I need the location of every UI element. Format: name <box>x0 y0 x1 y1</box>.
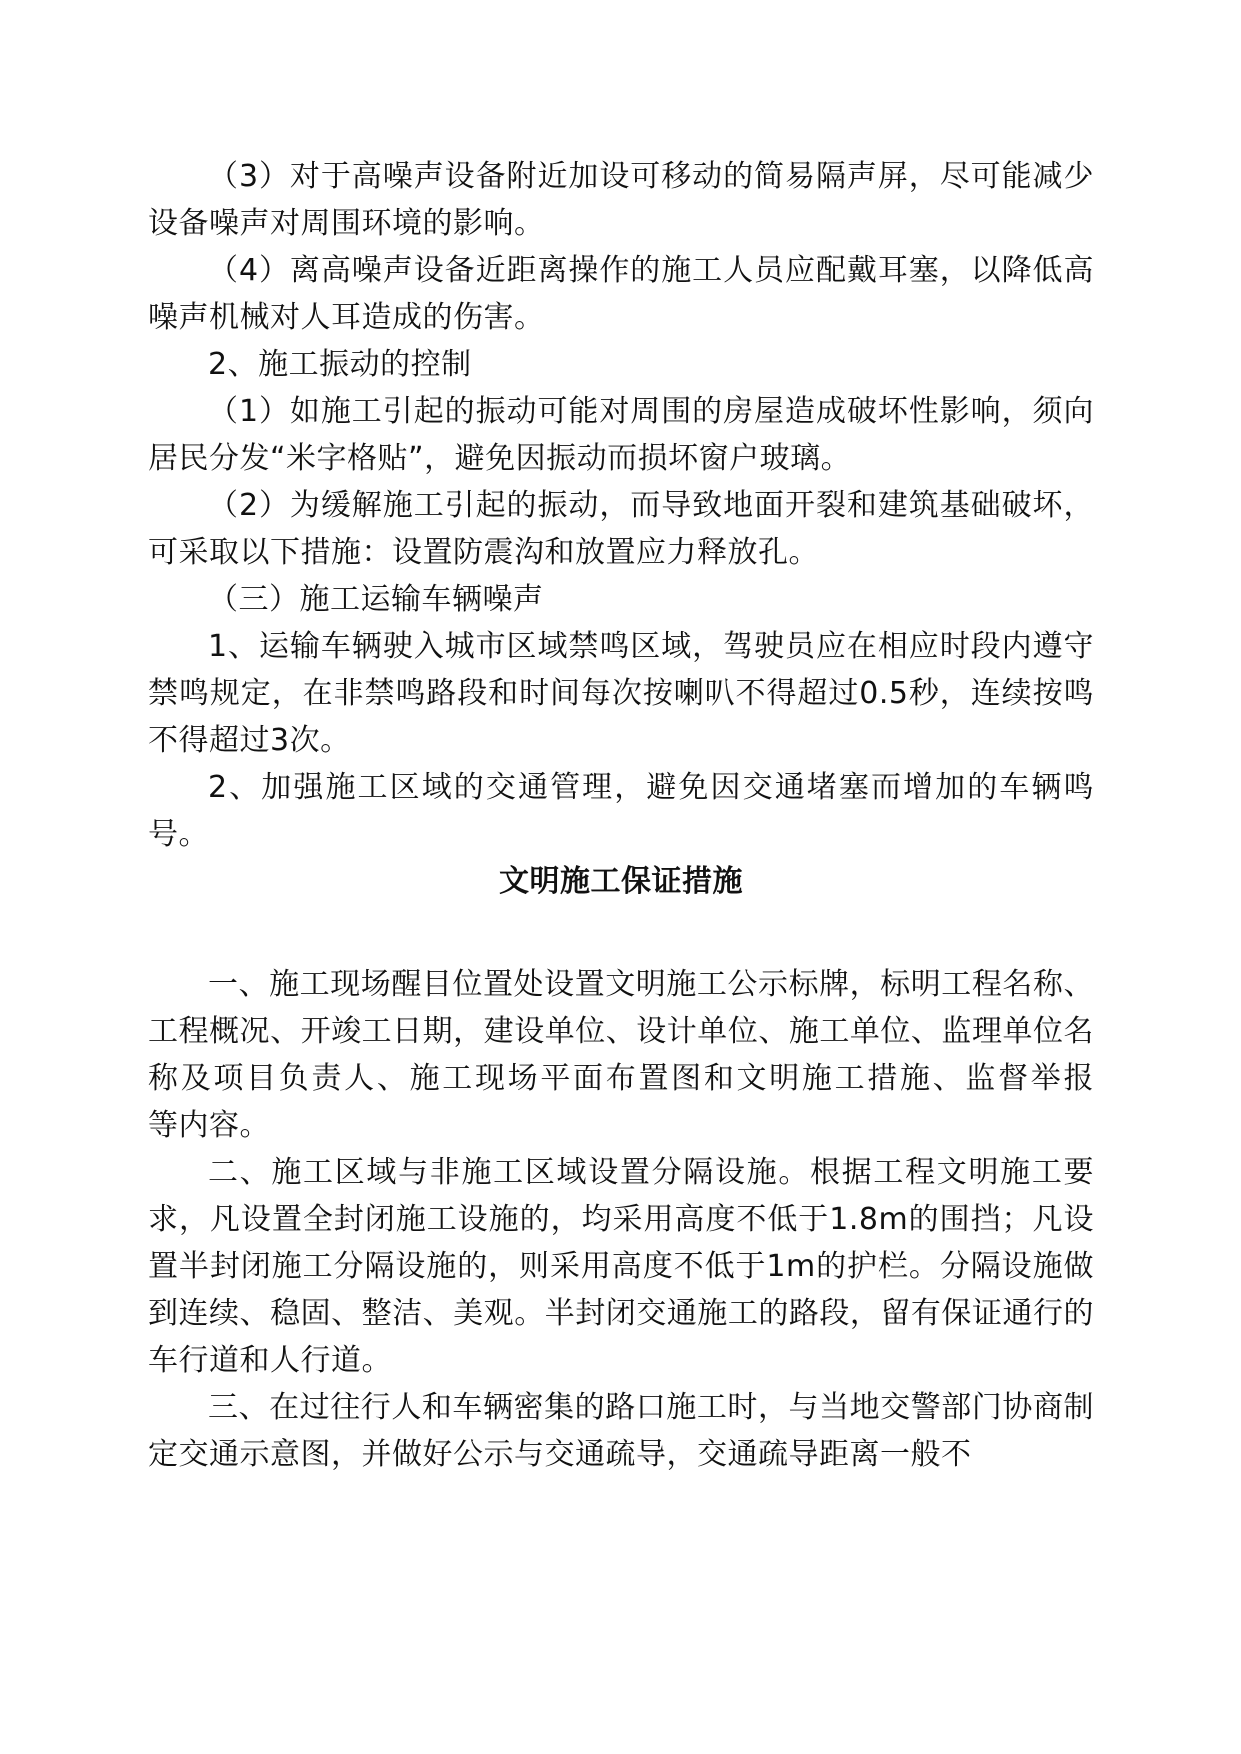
document-page <box>148 153 1155 1478</box>
paragraph-horn-rules: 1、运输车辆驶入城市区域禁鸣区域，驾驶员应在相应时段内遵守禁鸣规定，在非禁鸣路段和时间每次按喇叭不得超过0.5秒，连续按鸣不得超过3次。 <box>148 629 1094 758</box>
paragraph-separation-facilities: 二、施工区域与非施工区域设置分隔设施。根据工程文明施工要求，凡设置全封闭施工设施的，均采用高度不低于1.8m的围挡；凡设置半封闭施工分隔设施的，则采用高度不低于1m的护栏。分隔设施做到连续、稳固、整洁、美观。半封闭交通施工的路段，留有保证通行的车行道和人行道。 <box>148 1155 1094 1378</box>
paragraph-earplugs: （4）离高噪声设备近距离操作的施工人员应配戴耳塞，以降低高噪声机械对人耳造成的伤害。 <box>148 253 1094 335</box>
paragraph-window-stickers: （1）如施工引起的振动可能对周围的房屋造成破坏性影响，须向居民分发“米字格贴”，避免因振动而损坏窗户玻璃。 <box>148 394 1094 476</box>
subheading-vibration-control: 2、施工振动的控制 <box>208 347 472 382</box>
section-title: 文明施工保证措施 <box>499 864 743 899</box>
spacer <box>148 905 1094 961</box>
paragraph-traffic-management: 2、加强施工区域的交通管理，避免因交通堵塞而增加的车辆鸣号。 <box>148 770 1094 852</box>
paragraph-public-signboard: 一、施工现场醒目位置处设置文明施工公示标牌，标明工程名称、工程概况、开竣工日期，建设单位、设计单位、施工单位、监理单位名称及项目负责人、施工现场平面布置图和文明施工措施、监督举报 等内容。 <box>148 967 1155 1143</box>
paragraph-noise-barrier: （3）对于高噪声设备附近加设可移动的简易隔声屏，尽可能减少设备噪声对周围环境的影响。 <box>148 159 1094 241</box>
subheading-vehicle-noise: （三）施工运输车辆噪声 <box>208 582 544 617</box>
paragraph-vibration-trench: （2）为缓解施工引起的振动，而导致地面开裂和建筑基础破坏，可采取以下措施：设置防震沟和放置应力释放孔。 <box>148 488 1094 570</box>
paragraph-intersection-traffic: 三、在过往行人和车辆密集的路口施工时，与当地交警部门协商制定交通示意图，并做好公示与交通疏导，交通疏导距离一般不 <box>148 1390 1094 1472</box>
